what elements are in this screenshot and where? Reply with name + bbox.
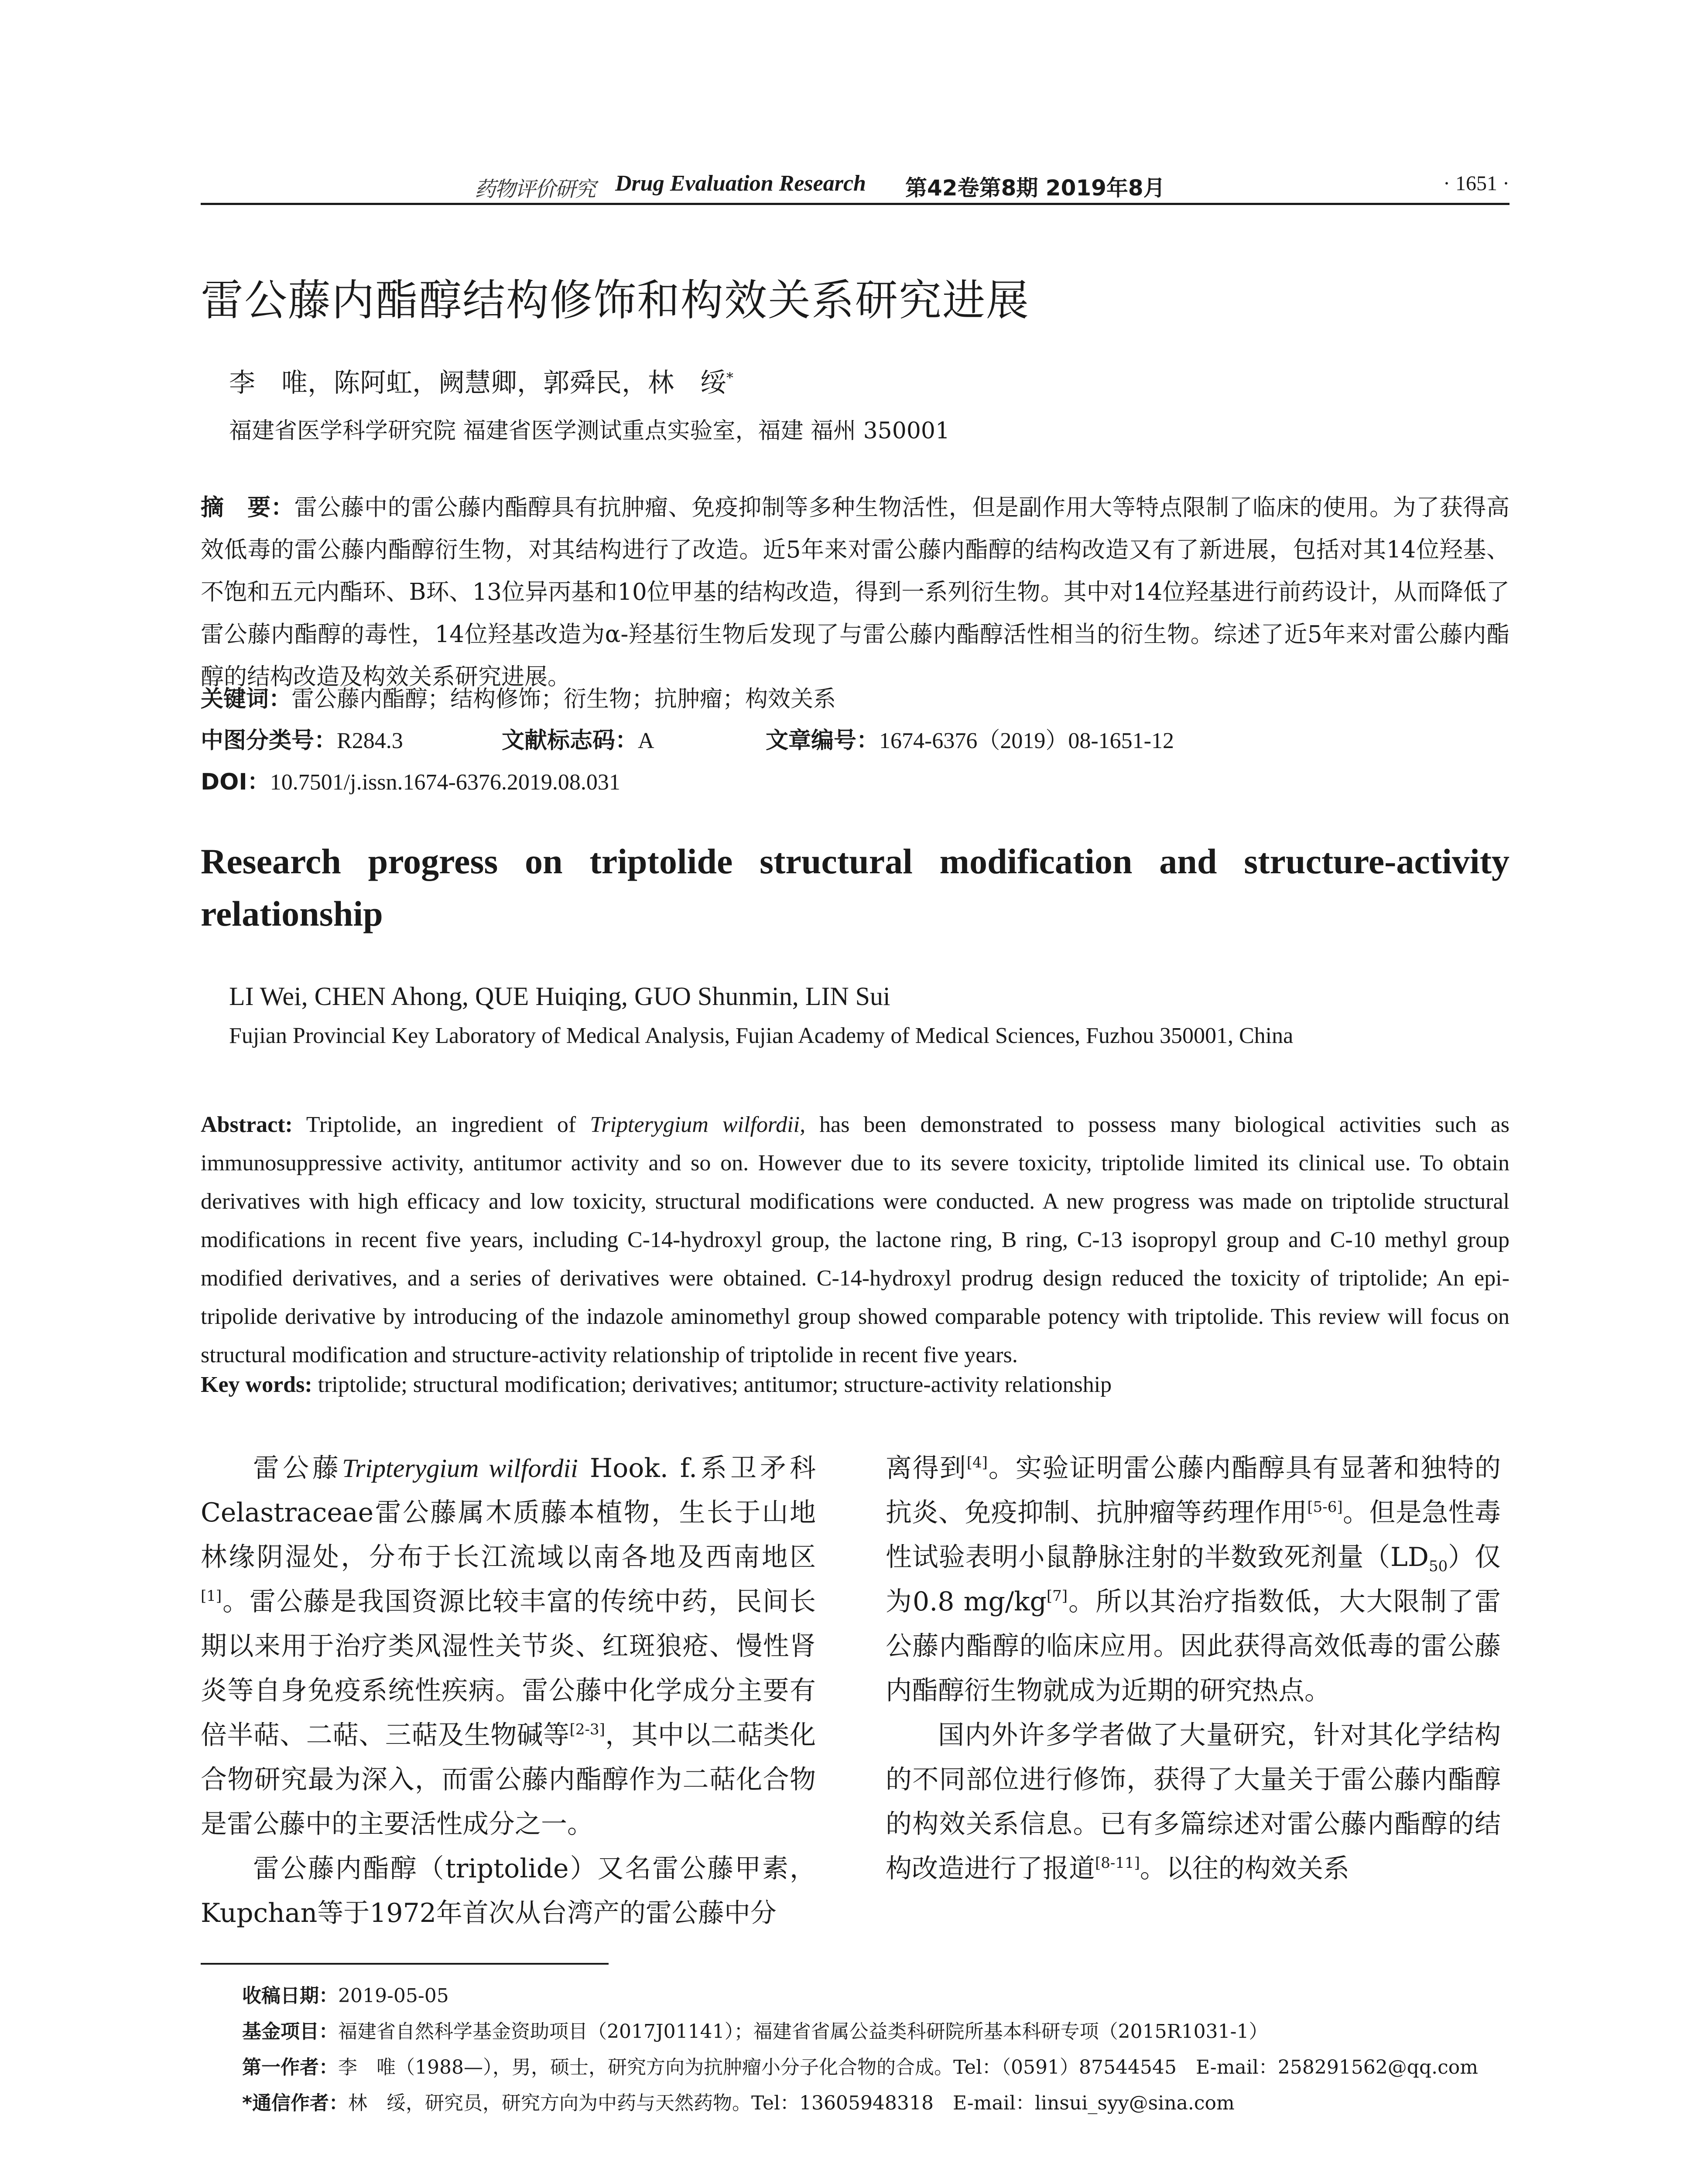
body-paragraph [201, 1446, 816, 1846]
citation: [7] [1046, 1587, 1068, 1605]
journal-issue: 第42卷第8期 2019年8月 [905, 175, 1165, 201]
cn-affiliation: 福建省医学科学研究院 福建省医学测试重点实验室，福建 福州 350001 [229, 418, 950, 444]
cn-keywords-label: 关键词： [201, 686, 292, 712]
footnote-label: 基金项目： [242, 2020, 338, 2043]
body-text: 。雷公藤是我国资源比较丰富的传统中药，民间长期以来用于治疗类风湿性关节炎、红斑狼疮、慢性肾炎等自身免疫系统性疾病。雷公藤中化学成分主要有倍半萜、二萜、三萜及生物碱等 [201, 1586, 816, 1750]
body-text: 离得到 [886, 1453, 967, 1484]
footnotes [242, 1978, 1529, 2121]
page-number: · 1651 · [1443, 172, 1509, 195]
clc-label: 中图分类号： [201, 728, 337, 754]
en-abstract-species: Tripterygium wilfordii, [590, 1112, 806, 1137]
cn-keywords [201, 680, 836, 713]
en-abstract-label: Abstract: [201, 1112, 293, 1137]
species-name: Tripterygium wilfordii [342, 1454, 578, 1483]
journal-title: Drug Evaluation Research [615, 171, 866, 196]
cn-abstract-text: 雷公藤中的雷公藤内酯醇具有抗肿瘤、免疫抑制等多种生物活性，但是副作用大等特点限制了临床的使用。为了获得高效低毒的雷公藤内酯醇衍生物，对其结构进行了改造。近5年来对雷公藤内酯醇的结构改造又有了新进展，包括对其14位羟基、不饱和五元内酯环、B环、13位异丙基和10位甲基的结构改造，得到一系列衍生物。其中对14位羟基进行前药设计，从而降低了雷公藤内酯醇的毒性，14位羟基改造为α-羟基衍生物后发现了与雷公藤内酯醇活性相当的衍生物。综述了近5年来对雷公藤内酯醇的结构改造及构效关系研究进展。 [201, 494, 1509, 690]
body-text: ，其中以二萜类化合物研究最为深入，而雷公藤内酯醇作为二萜化合物是雷公藤中的主要活性成分之一。 [201, 1720, 816, 1839]
body-text: 国内外许多学者做了大量研究，针对其化学结构的不同部位进行修饰，获得了大量关于雷公藤内酯醇的构效关系信息。已有多篇综述对雷公藤内酯醇的结构改造进行了报道 [886, 1720, 1501, 1884]
citation: [8-11] [1095, 1854, 1140, 1872]
article-no-label: 文章编号： [766, 728, 880, 754]
en-abstract [201, 1106, 1509, 1374]
footnote-text: 2019-05-05 [338, 1985, 449, 2007]
body-text: 。所以其治疗指数低，大大限制了雷公藤内酯醇的临床应用。因此获得高效低毒的雷公藤内酯醇衍生物就成为近期的研究热点。 [886, 1586, 1501, 1706]
body-text: ）仅为0.8 mg/kg [886, 1542, 1501, 1617]
subscript: 50 [1428, 1558, 1448, 1575]
body-paragraph [886, 1713, 1501, 1891]
en-keywords-label: Key words: [201, 1372, 312, 1397]
doc-code-value: A [638, 728, 654, 753]
footnote-received [242, 1978, 1529, 2014]
article-no-value: 1674-6376（2019）08-1651-12 [879, 728, 1174, 753]
clc-code [201, 722, 403, 755]
body-paragraph [201, 1846, 816, 1935]
body-text: 雷公藤 [253, 1453, 342, 1484]
footnote-corresponding [242, 2085, 1529, 2121]
doi-label: DOI： [201, 769, 270, 795]
doi-value: 10.7501/j.issn.1674-6376.2019.08.031 [270, 770, 620, 795]
footnote-label: *通信作者： [242, 2092, 349, 2114]
clc-value: R284.3 [337, 728, 403, 753]
footnote-label: 第一作者： [242, 2056, 338, 2078]
journal-logo: 药物评价研究 [475, 177, 596, 202]
en-title: Research progress on triptolide structural modification and structure-activity relationship [201, 841, 1509, 933]
citation: [5-6] [1307, 1498, 1343, 1516]
footnote-fund [242, 2014, 1529, 2050]
citation: [2-3] [569, 1721, 605, 1738]
document-code [502, 722, 654, 755]
cn-author-list: 李 唯，陈阿虹，阙慧卿，郭舜民，林 绥 [229, 368, 726, 398]
cn-title: 雷公藤内酯醇结构修饰和构效关系研究进展 [201, 276, 1030, 325]
en-authors: LI Wei, CHEN Ahong, QUE Huiqing, GUO Shunmin, LIN Sui [229, 982, 890, 1011]
cn-authors [229, 362, 733, 400]
header-rule [201, 203, 1509, 205]
footnote-rule [201, 1963, 609, 1965]
body-text: 。实验证明雷公藤内酯醇具有显著和独特的抗炎、免疫抑制、抗肿瘤等药理作用 [886, 1453, 1501, 1528]
body-paragraph-continued [886, 1446, 1501, 1713]
body-text: 雷公藤内酯醇（triptolide）又名雷公藤甲素，Kupchan等于1972年首次从台湾产的雷公藤中分 [201, 1853, 816, 1928]
cn-keywords-text: 雷公藤内酯醇；结构修饰；衍生物；抗肿瘤；构效关系 [291, 686, 836, 712]
footnote-first-author [242, 2050, 1529, 2085]
body-text: 。但是急性毒性试验表明小鼠静脉注射的半数致死剂量（LD [886, 1497, 1501, 1573]
en-affiliation: Fujian Provincial Key Laboratory of Medical Analysis, Fujian Academy of Medical Sciences, Fuzhou 350001, China [229, 1023, 1294, 1048]
citation: [4] [966, 1454, 988, 1471]
footnote-text: 福建省自然科学基金资助项目（2017J01141）；福建省省属公益类科研院所基本科研专项（2015R1031-1） [338, 2020, 1268, 2043]
footnote-text: 林 绥，研究员，研究方向为中药与天然药物。Tel：13605948318 E-mail：linsui_syy@sina.com [348, 2092, 1235, 2114]
en-abstract-part2: has been demonstrated to possess many biological activities such as immunosuppressive activity, antitumor activity and so on. However due to its severe toxicity, triptolide limited its clinical use. To obtain derivatives with high efficacy and low toxicity, structural modifications were conducted. A new progress was made on triptolide structural modifications in recent five years, including C-14-hydroxyl group, the lactone ring, B ring, C-13 isopropyl group and C-10 methyl group modified derivatives, and a series of derivatives were obtained. C-14-hydroxyl prodrug design reduced the toxicity of triptolide; An epi-tripolide derivative by introducing of the indazole aminomethyl group showed comparable potency with triptolide. This review will focus on structural modification and structure-activity relationship of triptolide in recent five years. [201, 1112, 1510, 1367]
running-header [201, 168, 1509, 203]
en-keywords [201, 1372, 1112, 1398]
doc-code-label: 文献标志码： [502, 728, 638, 754]
footnote-text: 李 唯（1988—），男，硕士，研究方向为抗肿瘤小分子化合物的合成。Tel：（0591）87544545 E-mail：258291562@qq.com [338, 2056, 1478, 2078]
body-column-right [886, 1446, 1501, 1891]
en-keywords-text: triptolide; structural modification; derivatives; antitumor; structure-activity relationship [318, 1372, 1112, 1397]
footnote-label: 收稿日期： [242, 1985, 338, 2007]
cn-meta-row [201, 722, 1509, 757]
cn-abstract [201, 486, 1509, 698]
en-abstract-part1: Triptolide, an ingredient of [306, 1112, 576, 1137]
body-column-left [201, 1446, 816, 1935]
body-text: 。以往的构效关系 [1140, 1853, 1349, 1884]
cn-abstract-label: 摘 要： [201, 494, 294, 521]
doi [201, 763, 620, 796]
corresponding-mark: * [726, 369, 733, 386]
body-text: Hook. f.系卫矛科Celastraceae雷公藤属木质藤本植物，生长于山地林缘阴湿处，分布于长江流域以南各地及西南地区 [201, 1453, 816, 1573]
citation: [1] [201, 1587, 222, 1605]
article-number [766, 722, 1174, 755]
